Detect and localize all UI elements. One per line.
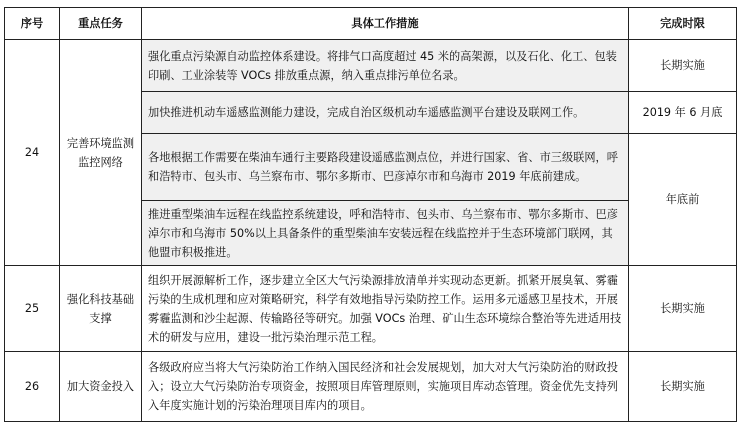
deadline-cell: 长期实施	[629, 352, 737, 422]
measure-cell: 推进重型柴油车远程在线监控系统建设，呼和浩特市、包头市、乌兰察布市、鄂尔多斯市、巴彦淖尔市和乌海市 50%以上具备条件的重型柴油车安装远程在线监控并于生态环境部门联网，其他盟市积极推进。	[142, 201, 629, 266]
task-cell: 加大资金投入	[60, 352, 142, 422]
measure-cell: 各地根据工作需要在柴油车通行主要路段建设遥感监测点位，并进行国家、省、市三级联网，呼和浩特市、包头市、乌兰察布市、鄂尔多斯市、巴彦淖尔市和乌海市 2019 年底前建成。	[142, 134, 629, 201]
task-cell: 强化科技基础支撑	[60, 266, 142, 352]
measures-table	[4, 7, 737, 422]
deadline-cell: 长期实施	[629, 266, 737, 352]
table-row	[5, 40, 737, 92]
task-cell: 完善环境监测监控网络	[60, 40, 142, 266]
deadline-cell: 年底前	[629, 134, 737, 266]
header-task: 重点任务	[60, 8, 142, 40]
header-no: 序号	[5, 8, 60, 40]
row-number: 24	[5, 40, 60, 266]
deadline-cell: 长期实施	[629, 40, 737, 92]
row-number: 25	[5, 266, 60, 352]
table-row	[5, 266, 737, 352]
table-row	[5, 352, 737, 422]
header-measures: 具体工作措施	[142, 8, 629, 40]
measure-cell: 各级政府应当将大气污染防治工作纳入国民经济和社会发展规划，加大对大气污染防治的财政投入；设立大气污染防治专项资金，按照项目库管理原则，实施项目库动态管理。资金优先支持列入年度实施计划的污染治理项目库内的项目。	[142, 352, 629, 422]
header-deadline: 完成时限	[629, 8, 737, 40]
header-row	[5, 8, 737, 40]
deadline-cell: 2019 年 6 月底	[629, 92, 737, 134]
measure-cell: 组织开展源解析工作，逐步建立全区大气污染源排放清单并实现动态更新。抓紧开展臭氧、雾霾污染的生成机理和应对策略研究，科学有效地指导污染防控工作。运用多元遥感卫星技术，开展雾霾监测和沙尘起源、传输路径等研究。加强 VOCs 治理、矿山生态环境综合整治等先进适用技术的研发与应用，建设一批污染治理示范工程。	[142, 266, 629, 352]
measure-cell: 强化重点污染源自动监控体系建设。将排气口高度超过 45 米的高架源，以及石化、化工、包装印刷、工业涂装等 VOCs 排放重点源，纳入重点排污单位名录。	[142, 40, 629, 92]
row-number: 26	[5, 352, 60, 422]
measure-cell: 加快推进机动车遥感监测能力建设，完成自治区级机动车遥感监测平台建设及联网工作。	[142, 92, 629, 134]
